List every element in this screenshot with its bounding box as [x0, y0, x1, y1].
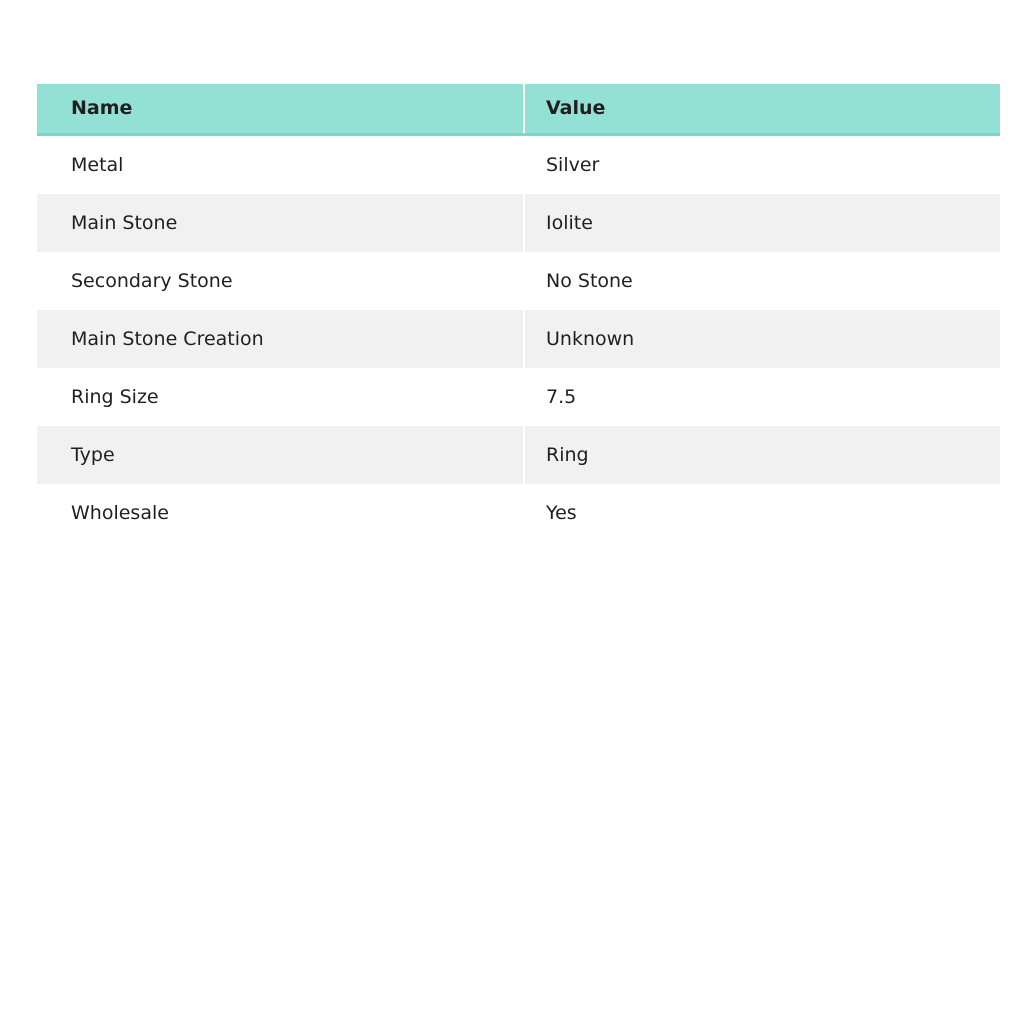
attribute-value: No Stone	[546, 269, 633, 292]
table-row	[37, 426, 1000, 484]
name-cell	[37, 368, 525, 426]
attribute-name: Ring Size	[71, 385, 159, 408]
name-cell	[37, 426, 525, 484]
name-cell	[37, 484, 525, 542]
table-row	[37, 252, 1000, 310]
table-row	[37, 484, 1000, 542]
attribute-value: 7.5	[546, 385, 577, 408]
column-header-value	[525, 84, 1000, 133]
value-cell	[525, 194, 1000, 252]
name-cell	[37, 252, 525, 310]
name-cell	[37, 194, 525, 252]
column-header-name-label: Name	[71, 97, 133, 119]
attribute-value: Iolite	[546, 211, 593, 234]
attribute-name: Main Stone Creation	[71, 327, 264, 350]
table-row	[37, 310, 1000, 368]
attribute-name: Metal	[71, 153, 124, 176]
value-cell	[525, 426, 1000, 484]
attribute-name: Type	[71, 443, 115, 466]
attribute-value: Yes	[546, 501, 577, 524]
attribute-table	[37, 84, 1000, 542]
table-row	[37, 368, 1000, 426]
value-cell	[525, 136, 1000, 194]
value-cell	[525, 368, 1000, 426]
name-cell	[37, 136, 525, 194]
attribute-name: Wholesale	[71, 501, 169, 524]
value-cell	[525, 310, 1000, 368]
column-header-name	[37, 84, 525, 133]
value-cell	[525, 252, 1000, 310]
attribute-value: Unknown	[546, 327, 635, 350]
value-cell	[525, 484, 1000, 542]
column-header-value-label: Value	[546, 97, 606, 119]
table-row	[37, 194, 1000, 252]
attribute-value: Silver	[546, 153, 600, 176]
attribute-name: Secondary Stone	[71, 269, 233, 292]
table-header-row	[37, 84, 1000, 136]
name-cell	[37, 310, 525, 368]
table-row	[37, 136, 1000, 194]
attribute-name: Main Stone	[71, 211, 178, 234]
attribute-value: Ring	[546, 443, 589, 466]
